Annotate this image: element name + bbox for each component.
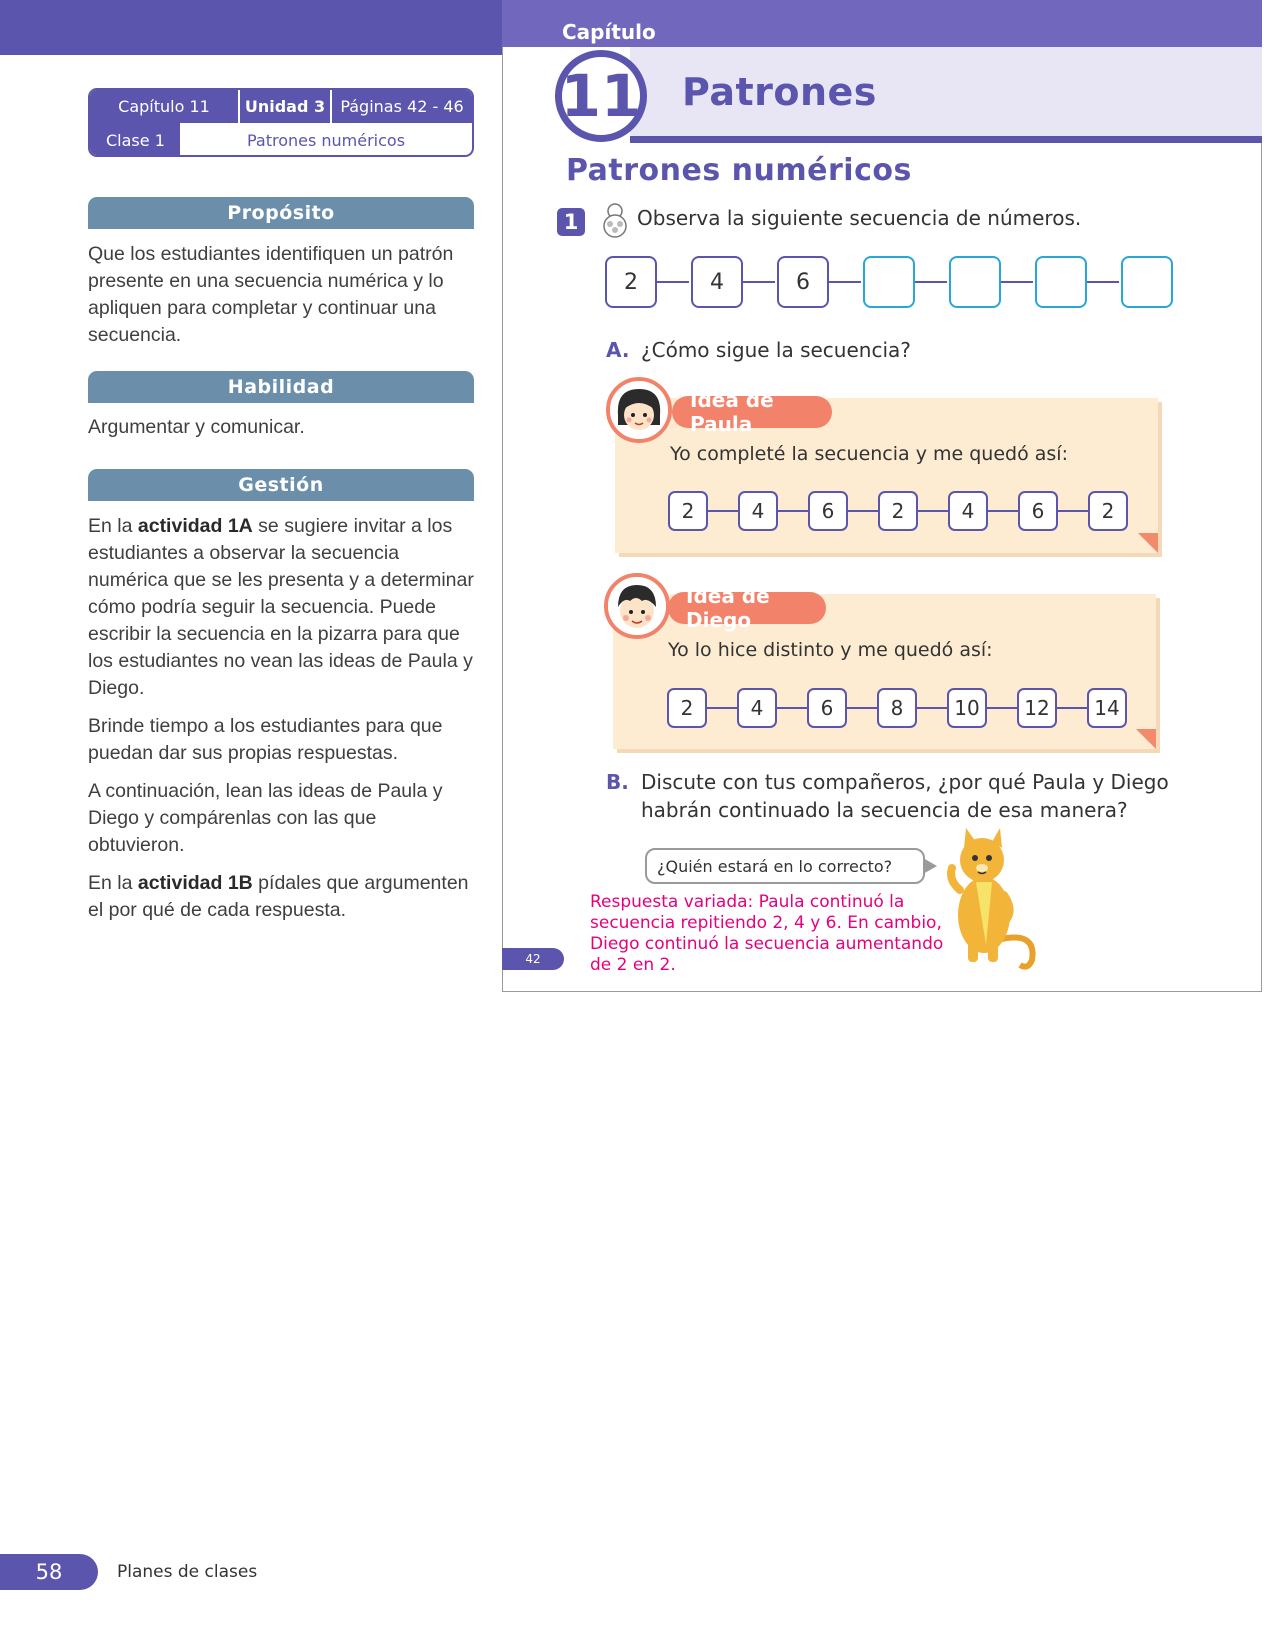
gestion-text xyxy=(88,513,478,935)
proposito-heading: Propósito xyxy=(88,197,474,229)
question-b-text xyxy=(641,768,1169,824)
class-info-table xyxy=(88,88,474,157)
chapter-cell: Capítulo 11 xyxy=(90,90,240,123)
activity-number: 1 xyxy=(557,208,585,236)
question-b-line: habrán continuado la secuencia de esa manera? xyxy=(641,798,1128,822)
diego-connector xyxy=(847,707,877,709)
question-b-line: Discute con tus compañeros, ¿por qué Paula y Diego xyxy=(641,770,1169,794)
sequence-blank-box[interactable] xyxy=(949,256,1001,308)
sequence-connector xyxy=(999,281,1033,283)
paula-box: 2 xyxy=(668,491,708,531)
footer-label: Planes de clases xyxy=(117,1562,258,1582)
question-a-text: ¿Cómo sigue la secuencia? xyxy=(641,338,911,362)
diego-box: 6 xyxy=(807,688,847,728)
proposito-paragraph: Que los estudiantes identifiquen un patrón presente en una secuencia numérica y lo apliquen para completar y continuar una secuencia. xyxy=(88,243,454,346)
paula-box: 4 xyxy=(738,491,778,531)
sequence-blank-box[interactable] xyxy=(863,256,915,308)
gestion-p4: En la actividad 1B pídales que argumenten el por qué de cada respuesta. xyxy=(88,872,469,921)
unit-cell: Unidad 3 xyxy=(240,90,332,123)
paula-box: 2 xyxy=(1088,491,1128,531)
section-title: Patrones numéricos xyxy=(566,153,912,188)
group-work-icon xyxy=(599,202,631,238)
paula-box: 6 xyxy=(1018,491,1058,531)
diego-connector xyxy=(707,707,737,709)
diego-connector xyxy=(987,707,1017,709)
paula-connector xyxy=(708,510,738,512)
speech-bubble: ¿Quién estará en lo correcto? xyxy=(645,848,925,884)
habilidad-text xyxy=(88,414,478,452)
paula-connector xyxy=(848,510,878,512)
page-fold-corner xyxy=(1136,729,1156,749)
paula-idea-text: Yo completé la secuencia y me quedó así: xyxy=(670,443,1068,465)
gestion-p1: En la actividad 1A se sugiere invitar a los estudiantes a observar la secuencia numérica que se les presenta y a determinar cómo podría seguir la secuencia. Puede escribir la secuencia en la pizarra para que los estudiantes no vean las ideas de Paula y Diego. xyxy=(88,515,474,699)
paula-box: 6 xyxy=(808,491,848,531)
sequence-box: 2 xyxy=(605,256,657,308)
paula-connector xyxy=(918,510,948,512)
footer-page-number: 58 xyxy=(0,1554,98,1590)
paula-connector xyxy=(988,510,1018,512)
class-cell: Clase 1 xyxy=(90,123,180,157)
paula-idea-label: Idea de Paula xyxy=(672,396,832,428)
textbook-page-number: 42 xyxy=(502,948,564,970)
proposito-text xyxy=(88,241,478,360)
diego-box: 14 xyxy=(1087,688,1127,728)
sequence-blank-box[interactable] xyxy=(1121,256,1173,308)
sequence-connector xyxy=(741,281,775,283)
pages-cell: Páginas 42 - 46 xyxy=(340,97,464,116)
habilidad-paragraph: Argumentar y comunicar. xyxy=(88,416,305,438)
sequence-connector xyxy=(913,281,947,283)
teacher-answer-note: Respuesta variada: Paula continuó la secuencia repitiendo 2, 4 y 6. En cambio, Diego continuó la secuencia aumentando de 2 en 2. xyxy=(590,892,944,975)
diego-box: 2 xyxy=(667,688,707,728)
chapter-label: Capítulo xyxy=(562,20,656,44)
top-color-band xyxy=(0,0,504,55)
class-topic-cell: Patrones numéricos xyxy=(246,130,406,150)
question-b-letter: B. xyxy=(606,770,629,794)
diego-avatar xyxy=(604,573,670,639)
diego-idea-text: Yo lo hice distinto y me quedó así: xyxy=(668,639,993,661)
cat-mascot-illustration xyxy=(942,820,1042,970)
gestion-p3: A continuación, lean las ideas de Paula y Diego y compárenlas con las que obtuvieron. xyxy=(88,780,443,856)
paula-connector xyxy=(778,510,808,512)
sequence-box: 4 xyxy=(691,256,743,308)
habilidad-heading: Habilidad xyxy=(88,371,474,403)
diego-connector xyxy=(917,707,947,709)
diego-box: 12 xyxy=(1017,688,1057,728)
sequence-connector xyxy=(827,281,861,283)
gestion-heading: Gestión xyxy=(88,469,474,501)
page-fold-corner xyxy=(1138,533,1158,553)
paula-avatar xyxy=(606,377,672,443)
diego-box: 4 xyxy=(737,688,777,728)
gestion-p2: Brinde tiempo a los estudiantes para que puedan dar sus propias respuestas. xyxy=(88,715,443,764)
diego-box: 10 xyxy=(947,688,987,728)
paula-box: 2 xyxy=(878,491,918,531)
sequence-connector xyxy=(655,281,689,283)
diego-idea-label: Idea de Diego xyxy=(668,592,826,624)
diego-connector xyxy=(777,707,807,709)
chapter-number: 11 xyxy=(555,50,647,142)
sequence-connector xyxy=(1085,281,1119,283)
diego-box: 8 xyxy=(877,688,917,728)
chapter-title: Patrones xyxy=(682,70,877,114)
paula-connector xyxy=(1058,510,1088,512)
sequence-blank-box[interactable] xyxy=(1035,256,1087,308)
instruction-text: Observa la siguiente secuencia de números. xyxy=(637,206,1082,230)
paula-box: 4 xyxy=(948,491,988,531)
question-a-letter: A. xyxy=(606,338,630,362)
speech-bubble-tail xyxy=(923,858,937,874)
title-rule xyxy=(630,136,1262,143)
diego-connector xyxy=(1057,707,1087,709)
sequence-box: 6 xyxy=(777,256,829,308)
